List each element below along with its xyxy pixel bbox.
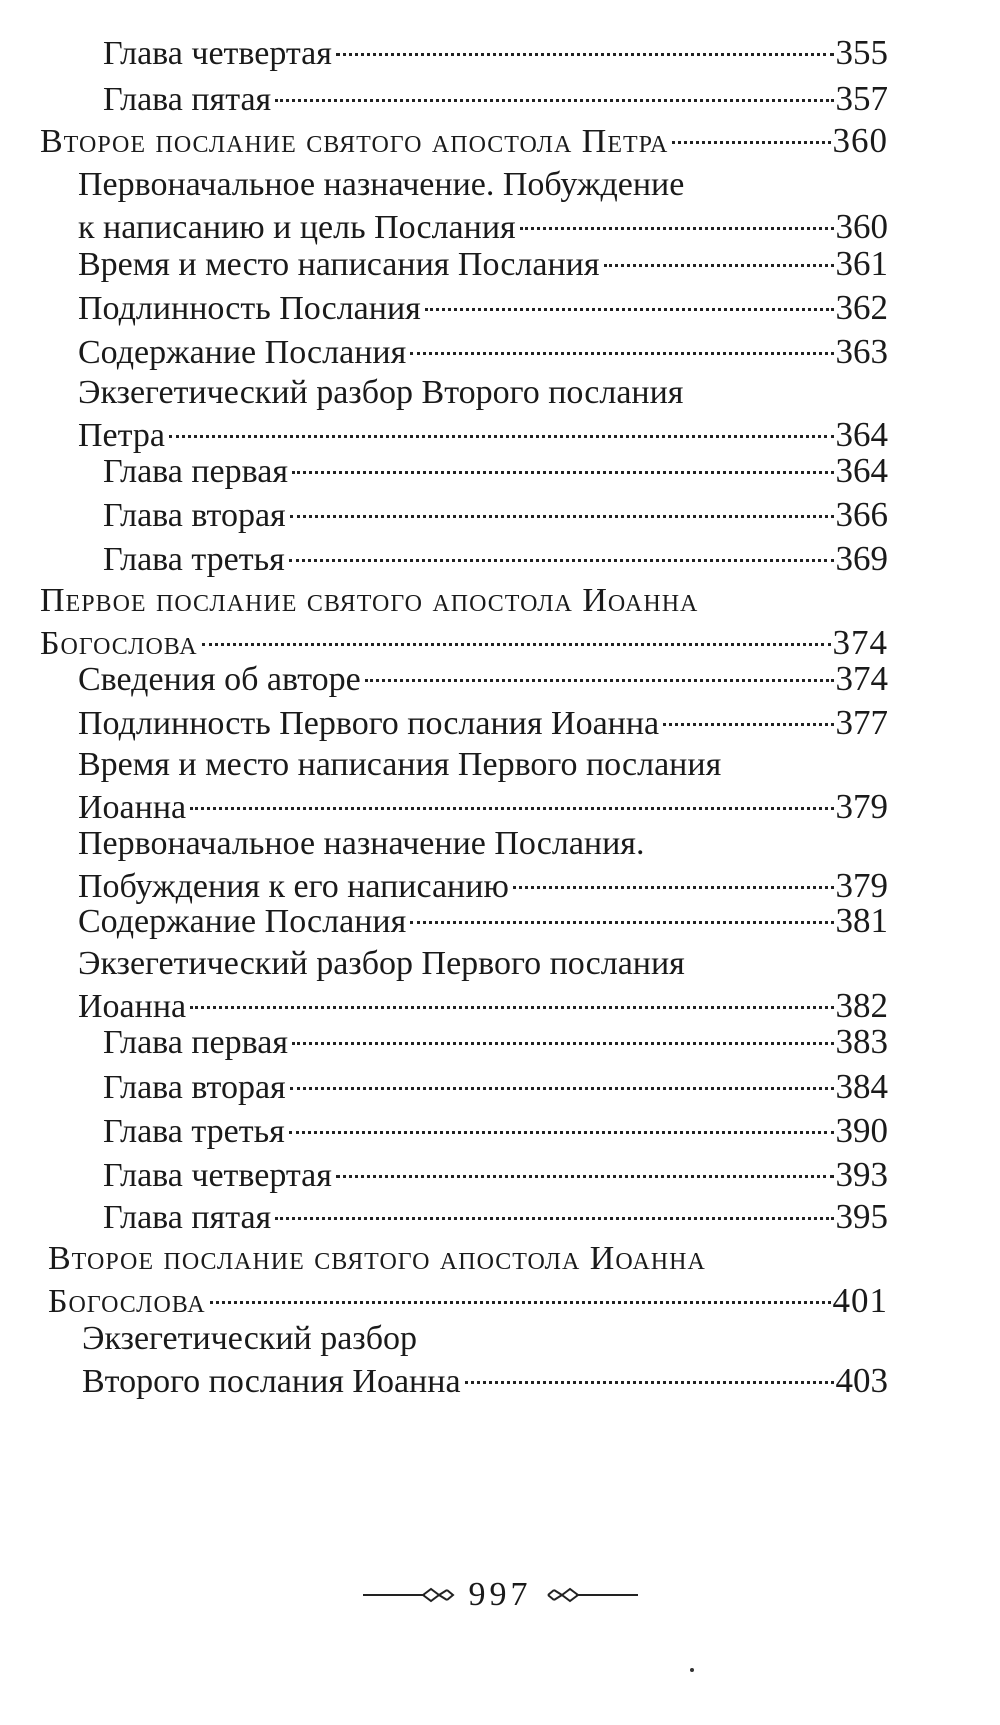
toc-entry-title-line: Иоанна <box>78 988 187 1025</box>
toc-entry-last-line <box>103 1154 888 1197</box>
toc-entry-last-line <box>103 1110 888 1153</box>
toc-page-number: 377 <box>835 703 888 742</box>
dot-leader <box>202 643 831 646</box>
toc-page-number: 379 <box>835 866 888 905</box>
toc-page-number: 381 <box>835 901 888 940</box>
dot-leader <box>336 1175 834 1178</box>
toc-entry-title-line: Глава первая <box>103 453 288 490</box>
toc-entry-title-line: Иоанна <box>78 789 187 826</box>
toc-entry-last-line <box>78 658 888 701</box>
page-footer <box>0 1576 1000 1614</box>
toc-entry-last-line <box>48 1280 888 1323</box>
dot-leader <box>275 1217 833 1220</box>
dot-leader <box>604 264 834 267</box>
right-ornament-icon <box>546 1585 638 1605</box>
dot-leader <box>190 1006 833 1009</box>
toc-entry-title-line: Глава пятая <box>103 81 272 118</box>
toc-entry-title-line: Побуждения к его написанию <box>78 868 509 905</box>
toc-entry-last-line <box>103 494 888 537</box>
toc-entry <box>78 243 888 286</box>
page-number: 997 <box>468 1576 532 1613</box>
toc-page-number: 360 <box>832 121 888 160</box>
toc-entry <box>103 78 888 121</box>
dot-leader <box>336 53 834 56</box>
toc-entry-last-line <box>78 900 888 943</box>
toc-entry-title-line: Время и место написания Первого послания <box>78 746 722 783</box>
toc-entry-last-line <box>78 243 888 286</box>
dot-leader <box>672 141 830 144</box>
toc-entry-title-line: Содержание Послания <box>78 903 407 940</box>
toc-entry-title-line: Богослова <box>48 1283 206 1320</box>
toc-page-number: 363 <box>835 332 888 371</box>
toc-entry <box>82 1318 888 1403</box>
toc-page-number: 390 <box>835 1111 888 1150</box>
dot-leader <box>290 1087 834 1090</box>
dot-leader <box>292 471 834 474</box>
toc-entry-title-line: Глава третья <box>103 541 285 578</box>
dot-leader <box>275 99 833 102</box>
toc-entry <box>40 580 888 665</box>
toc-entry-title-line: Экзегетический разбор Второго послания <box>78 374 684 411</box>
toc-page-number: 382 <box>835 986 888 1025</box>
toc-entry <box>103 538 888 581</box>
toc-entry <box>103 450 888 493</box>
toc-entry-title-line: Подлинность Первого послания Иоанна <box>78 705 660 742</box>
toc-entry-title-line: к написанию и цель Послания <box>78 209 516 246</box>
toc-entry <box>78 372 888 457</box>
toc-entry <box>78 287 888 330</box>
dot-leader <box>210 1301 831 1304</box>
toc-entry-title-line: Второе послание святого апостола Иоанна <box>48 1240 706 1277</box>
toc-entry <box>78 702 888 745</box>
toc-entry-title-line: Второго послания Иоанна <box>82 1363 461 1400</box>
toc-entry-last-line <box>103 538 888 581</box>
toc-entry-title-line: Глава четвертая <box>103 35 332 72</box>
toc-entry-title-line: Глава четвертая <box>103 1157 332 1194</box>
toc-entry-last-line <box>103 32 888 75</box>
toc-entry-title-line: Второе послание святого апостола Петра <box>40 123 669 160</box>
dot-leader <box>289 559 834 562</box>
dot-leader <box>520 227 834 230</box>
toc-entry-last-line <box>103 1021 888 1064</box>
toc-entry <box>78 823 888 908</box>
toc-entry <box>103 1110 888 1153</box>
toc-entry-title-line: Богослова <box>40 625 198 662</box>
dot-leader <box>663 723 833 726</box>
toc-entry <box>103 494 888 537</box>
toc-entry-title-line: Сведения об авторе <box>78 661 361 698</box>
toc-page-number: 374 <box>835 659 888 698</box>
toc-page-number: 355 <box>835 33 888 72</box>
toc-entry-last-line <box>78 287 888 330</box>
toc-page-number: 366 <box>835 495 888 534</box>
toc-entry-title-line: Экзегетический разбор Первого послания <box>78 945 685 982</box>
toc-entry <box>78 331 888 374</box>
toc-entry-title-line: Первоначальное назначение. Побуждение <box>78 166 685 203</box>
toc-page-number: 361 <box>835 244 888 283</box>
dot-leader <box>410 921 833 924</box>
toc-entry <box>78 943 888 1028</box>
dot-leader <box>410 352 833 355</box>
toc-entry-title-line: Глава вторая <box>103 1069 286 1106</box>
toc-page-number: 364 <box>835 415 888 454</box>
toc-page-number: 384 <box>835 1067 888 1106</box>
toc-entry <box>78 744 888 829</box>
toc-entry-title-line: Время и место написания Послания <box>78 246 600 283</box>
dot-leader <box>513 886 834 889</box>
toc-entry-title-line: Глава вторая <box>103 497 286 534</box>
toc-entry-title-line: Первое послание святого апостола Иоанна <box>40 582 699 619</box>
toc-entry <box>103 1066 888 1109</box>
toc-entry <box>103 1196 888 1239</box>
toc-entry <box>78 164 888 249</box>
toc-page-number: 362 <box>835 288 888 327</box>
toc-page-number: 395 <box>835 1197 888 1236</box>
toc-entry <box>48 1238 888 1323</box>
toc-page-number: 360 <box>835 207 888 246</box>
toc-page-number: 369 <box>835 539 888 578</box>
dot-leader <box>365 679 834 682</box>
toc-page-number: 403 <box>835 1361 888 1400</box>
toc-entry-title-line: Петра <box>78 417 166 454</box>
dot-leader <box>292 1042 834 1045</box>
left-ornament-icon <box>363 1585 455 1605</box>
toc-entry <box>78 658 888 701</box>
toc-page-number: 401 <box>832 1281 888 1320</box>
toc-entry <box>103 32 888 75</box>
toc-entry-title-line: Первоначальное назначение Послания. <box>78 825 645 862</box>
toc-page-number: 379 <box>835 787 888 826</box>
toc-page-number: 383 <box>835 1022 888 1061</box>
dot-leader <box>289 1131 834 1134</box>
dot-leader <box>169 435 833 438</box>
toc-entry-last-line <box>78 702 888 745</box>
toc-entry-last-line <box>103 1066 888 1109</box>
dot-leader <box>290 515 834 518</box>
toc-entry <box>78 900 888 943</box>
toc-entry <box>40 120 888 163</box>
print-speck <box>690 1668 694 1672</box>
toc-entry-title-line: Глава пятая <box>103 1199 272 1236</box>
toc-entry-last-line <box>103 78 888 121</box>
dot-leader <box>465 1381 834 1384</box>
toc-entry-last-line <box>78 331 888 374</box>
toc-entry-last-line <box>40 120 888 163</box>
toc-page-number: 374 <box>832 623 888 662</box>
toc-entry-last-line <box>82 1360 888 1403</box>
toc-entry-title-line: Глава первая <box>103 1024 288 1061</box>
toc-entry-title-line: Подлинность Послания <box>78 290 421 327</box>
toc-page-number: 357 <box>835 79 888 118</box>
dot-leader <box>425 308 834 311</box>
toc-entry-title-line: Содержание Послания <box>78 334 407 371</box>
toc-page-number: 364 <box>835 451 888 490</box>
toc-entry <box>103 1021 888 1064</box>
toc-page-number: 393 <box>835 1155 888 1194</box>
toc-entry-title-line: Экзегетический разбор <box>82 1320 418 1357</box>
dot-leader <box>190 807 833 810</box>
toc-entry-last-line <box>103 450 888 493</box>
toc-entry <box>103 1154 888 1197</box>
toc-entry-title-line: Глава третья <box>103 1113 285 1150</box>
toc-entry-last-line <box>103 1196 888 1239</box>
